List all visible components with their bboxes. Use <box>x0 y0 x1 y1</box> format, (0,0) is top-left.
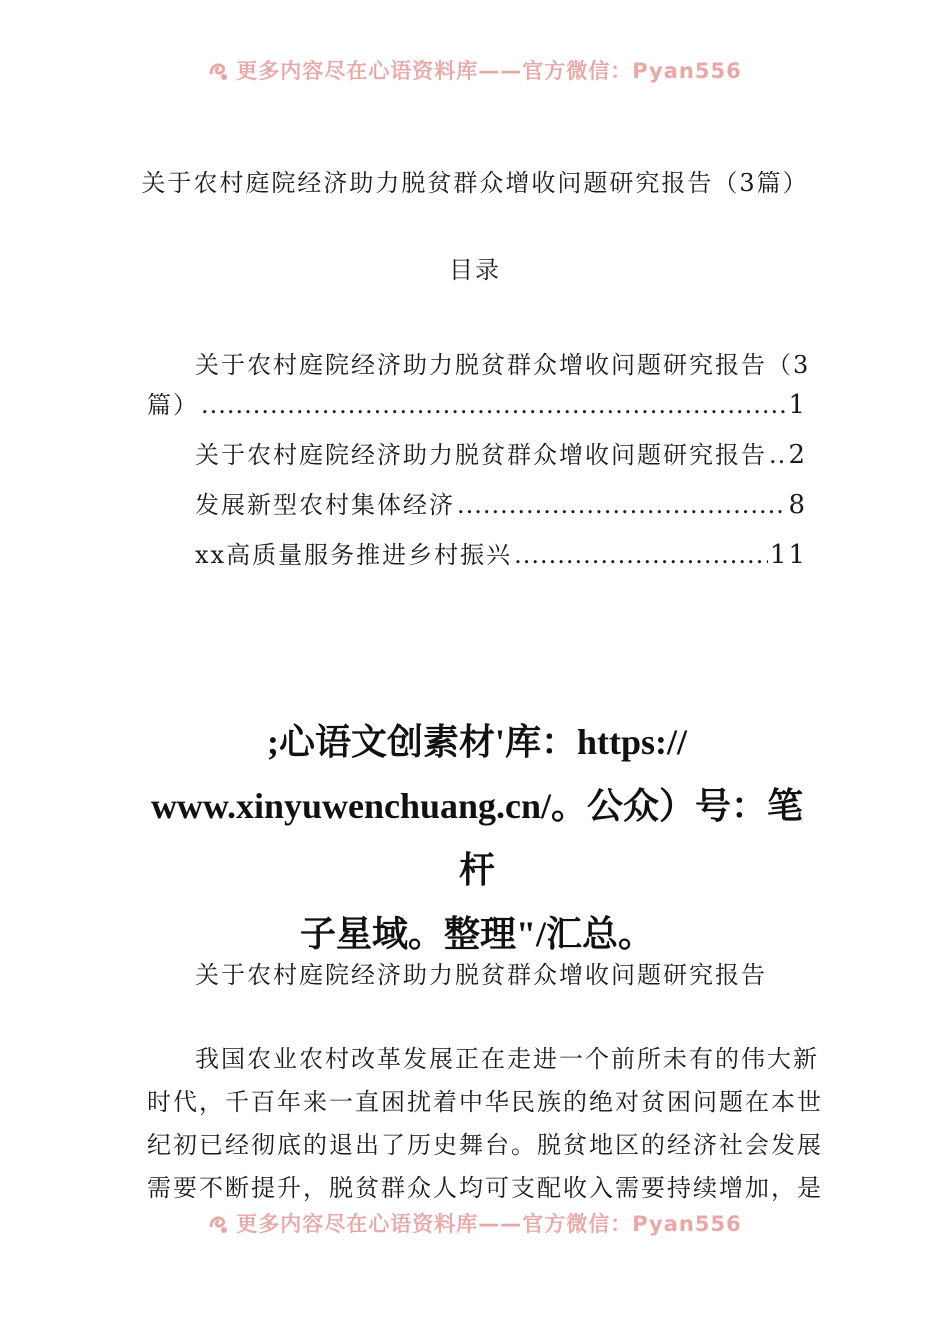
toc-entry-4[interactable] <box>147 535 807 585</box>
toc-entry-4-page: 11 <box>769 540 807 570</box>
toc-leader-dots <box>514 535 768 575</box>
body-paragraph <box>147 1038 823 1210</box>
toc-entry-3-page: 8 <box>788 490 807 520</box>
toc-entry-1-line2: 篇） <box>147 391 199 419</box>
table-of-contents <box>147 345 811 585</box>
watermark-text: 更多内容尽在心语资料库——官方微信：Pyan556 <box>236 1212 742 1236</box>
toc-entry-3-label: 发展新型农村集体经济 <box>195 491 455 519</box>
toc-entry-2[interactable] <box>147 435 807 485</box>
document-title: 关于农村庭院经济助力脱贫群众增收问题研究报告（3篇） <box>141 169 809 197</box>
toc-leader-dots <box>201 385 786 425</box>
toc-entry-3[interactable] <box>147 485 807 535</box>
section-title: 关于农村庭院经济助力脱贫群众增收问题研究报告 <box>195 961 767 989</box>
toc-entry-4-label: xx高质量服务推进乡村振兴 <box>195 541 513 569</box>
paragraph-line: 时代，千百年来一直困扰着中华民族的绝对贫困问题在本世 <box>147 1088 823 1116</box>
watermark-top <box>0 55 950 85</box>
paragraph-line: 我国农业农村改革发展正在走进一个前所未有的伟大新 <box>195 1045 819 1073</box>
toc-leader-dots <box>769 435 786 475</box>
toc-entry-1[interactable] <box>147 385 807 435</box>
watermark-text: 更多内容尽在心语资料库——官方微信：Pyan556 <box>236 59 742 83</box>
promo-line-3: 子星域。整理"/汇总。 <box>300 914 654 954</box>
toc-leader-dots <box>457 485 786 525</box>
toc-entry-1-page: 1 <box>788 390 807 420</box>
toc-entry-2-page: 2 <box>788 440 807 470</box>
promo-line-1: ;心语文创素材'库：https:// <box>266 722 687 762</box>
watermark-bottom <box>0 1208 950 1238</box>
promo-block <box>147 710 807 966</box>
toc-heading: 目录 <box>449 256 501 284</box>
paragraph-line: 需要不断提升，脱贫群众人均可支配收入需要持续增加，是 <box>147 1174 823 1202</box>
brand-logo-icon <box>208 1213 230 1235</box>
toc-entry-2-label: 关于农村庭院经济助力脱贫群众增收问题研究报告 <box>195 441 767 469</box>
paragraph-line: 纪初已经彻底的退出了历史舞台。脱贫地区的经济社会发展 <box>147 1131 823 1159</box>
toc-entry-1-line1[interactable]: 关于农村庭院经济助力脱贫群众增收问题研究报告（3 <box>195 351 811 379</box>
promo-line-2: www.xinyuwenchuang.cn/。公众）号：笔杆 <box>150 786 804 890</box>
brand-logo-icon <box>208 60 230 82</box>
